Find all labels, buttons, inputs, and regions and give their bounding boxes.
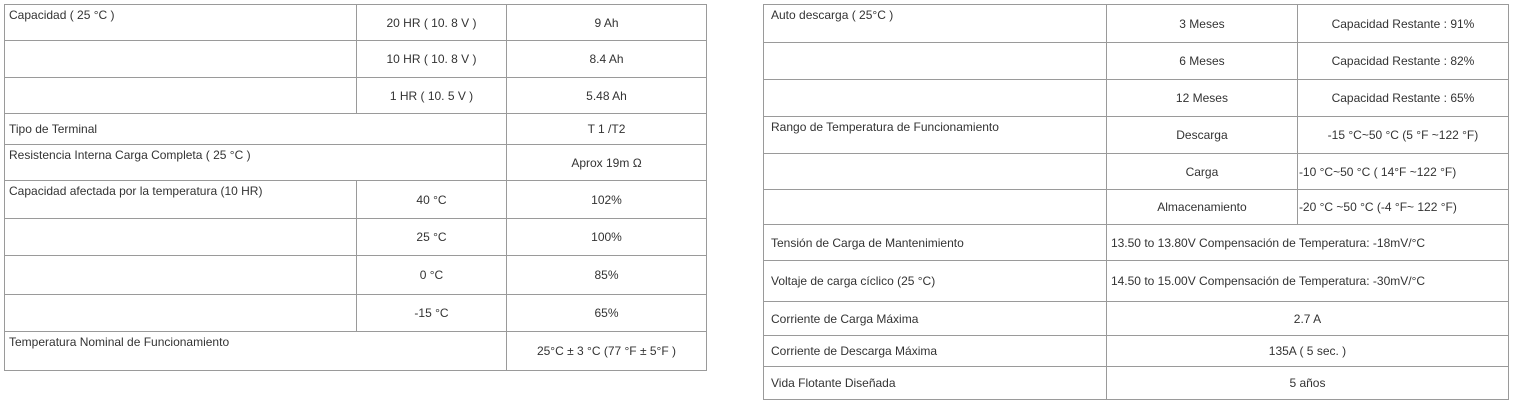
terminal-value: T 1 /T2 (507, 114, 707, 145)
table-row (5, 332, 707, 371)
left-spec-table (4, 4, 707, 371)
table-row (764, 261, 1509, 302)
self-discharge-value: Capacidad Restante : 82% (1297, 43, 1508, 80)
table-row (5, 256, 707, 295)
table-row (5, 295, 707, 332)
capacity-rate: 1 HR ( 10. 5 V ) (357, 78, 507, 114)
max-discharge-value: 135A ( 5 sec. ) (1106, 336, 1508, 367)
self-discharge-period: 3 Meses (1106, 5, 1297, 43)
table-row (764, 117, 1509, 154)
table-row (5, 145, 707, 181)
nominal-temp-label: Temperatura Nominal de Funcionamiento (5, 332, 507, 371)
empty-cell (764, 80, 1107, 117)
table-row (764, 302, 1509, 336)
op-temp-value: -15 °C~50 °C (5 °F ~122 °F) (1297, 117, 1508, 154)
design-life-label: Vida Flotante Diseñada (764, 367, 1107, 400)
table-row (5, 5, 707, 41)
cyclic-voltage-value: 14.50 to 15.00V Compensación de Temperatura: -30mV/°C (1106, 261, 1508, 302)
self-discharge-value: Capacidad Restante : 65% (1297, 80, 1508, 117)
empty-cell (5, 41, 357, 78)
temp-capacity-temp: 40 °C (357, 181, 507, 219)
op-temp-mode: Carga (1106, 154, 1297, 190)
self-discharge-value: Capacidad Restante : 91% (1297, 5, 1508, 43)
capacity-rate: 20 HR ( 10. 8 V ) (357, 5, 507, 41)
table-row (764, 225, 1509, 261)
table-row (5, 219, 707, 256)
op-temp-value: -20 °C ~50 °C (-4 °F~ 122 °F) (1297, 190, 1508, 225)
empty-cell (764, 43, 1107, 80)
op-temp-mode: Descarga (1106, 117, 1297, 154)
empty-cell (5, 219, 357, 256)
resistance-value: Aprox 19m Ω (507, 145, 707, 181)
capacity-label: Capacidad ( 25 °C ) (5, 5, 357, 41)
temp-capacity-value: 100% (507, 219, 707, 256)
table-row (764, 367, 1509, 400)
self-discharge-period: 12 Meses (1106, 80, 1297, 117)
float-voltage-value: 13.50 to 13.80V Compensación de Temperatura: -18mV/°C (1106, 225, 1508, 261)
table-row (764, 43, 1509, 80)
right-spec-table (763, 4, 1509, 400)
op-temp-value: -10 °C~50 °C ( 14°F ~122 °F) (1297, 154, 1508, 190)
max-charge-value: 2.7 A (1106, 302, 1508, 336)
capacity-rate: 10 HR ( 10. 8 V ) (357, 41, 507, 78)
table-row (764, 336, 1509, 367)
resistance-label: Resistencia Interna Carga Completa ( 25 °C ) (5, 145, 507, 181)
capacity-value: 9 Ah (507, 5, 707, 41)
empty-cell (5, 295, 357, 332)
float-voltage-label: Tensión de Carga de Mantenimiento (764, 225, 1107, 261)
temp-capacity-value: 65% (507, 295, 707, 332)
temp-capacity-temp: 0 °C (357, 256, 507, 295)
cyclic-voltage-label: Voltaje de carga cíclico (25 °C) (764, 261, 1107, 302)
table-row (5, 181, 707, 219)
empty-cell (764, 154, 1107, 190)
op-temp-mode: Almacenamiento (1106, 190, 1297, 225)
table-row (5, 41, 707, 78)
self-discharge-label: Auto descarga ( 25°C ) (764, 5, 1107, 43)
op-temp-label: Rango de Temperatura de Funcionamiento (764, 117, 1107, 154)
capacity-value: 8.4 Ah (507, 41, 707, 78)
terminal-label: Tipo de Terminal (5, 114, 507, 145)
empty-cell (764, 190, 1107, 225)
table-row (764, 80, 1509, 117)
temp-capacity-value: 85% (507, 256, 707, 295)
table-row (764, 190, 1509, 225)
max-charge-label: Corriente de Carga Máxima (764, 302, 1107, 336)
table-row (5, 78, 707, 114)
table-row (764, 154, 1509, 190)
table-row (764, 5, 1509, 43)
temp-capacity-label: Capacidad afectada por la temperatura (10 HR) (5, 181, 357, 219)
temp-capacity-temp: 25 °C (357, 219, 507, 256)
max-discharge-label: Corriente de Descarga Máxima (764, 336, 1107, 367)
temp-capacity-value: 102% (507, 181, 707, 219)
empty-cell (5, 256, 357, 295)
temp-capacity-temp: -15 °C (357, 295, 507, 332)
table-row (5, 114, 707, 145)
empty-cell (5, 78, 357, 114)
capacity-value: 5.48 Ah (507, 78, 707, 114)
self-discharge-period: 6 Meses (1106, 43, 1297, 80)
design-life-value: 5 años (1106, 367, 1508, 400)
nominal-temp-value: 25°C ± 3 °C (77 °F ± 5°F ) (507, 332, 707, 371)
